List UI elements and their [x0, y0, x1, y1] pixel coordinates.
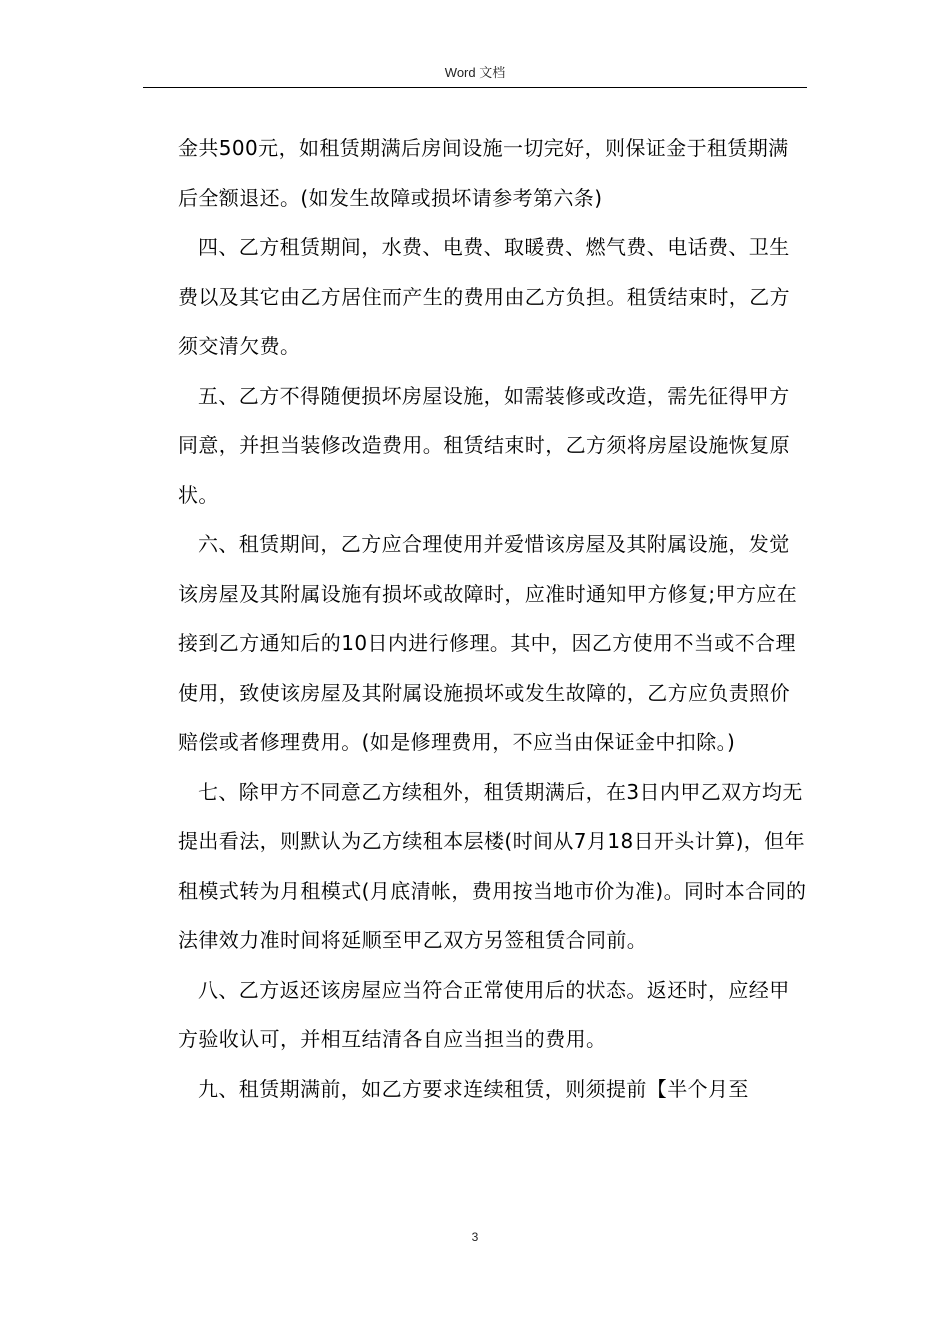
header-divider [143, 87, 807, 88]
paragraph-clause-8: 八、乙方返还该房屋应当符合正常使用后的状态。返还时，应经甲方验收认可，并相互结清各自应当担当的费用。 [178, 977, 790, 1051]
paragraph-clause-5: 五、乙方不得随便损坏房屋设施，如需装修或改造，需先征得甲方同意，并担当装修改造费用。租赁结束时，乙方须将房屋设施恢复原状。 [178, 383, 790, 507]
paragraph-clause-7: 七、除甲方不同意乙方续租外，租赁期满后，在3日内甲乙双方均无提出看法，则默认为乙方续租本层楼(时间从7月18日开头计算)，但年租模式转为月租模式(月底清帐，费用按当地市价为准)。同时本合同的法律效力准时间将延顺至甲乙双方另签租赁合同前。 [178, 779, 807, 952]
document-body [178, 124, 808, 1114]
paragraph-deposit-continued: 金共500元，如租赁期满后房间设施一切完好，则保证金于租赁期满后全额退还。(如发生故障或损坏请参考第六条) [178, 136, 789, 210]
paragraph-clause-6: 六、租赁期间，乙方应合理使用并爱惜该房屋及其附属设施，发觉该房屋及其附属设施有损坏或故障时，应准时通知甲方修复;甲方应在接到乙方通知后的10日内进行修理。其中，因乙方使用不当或不合理使用，致使该房屋及其附属设施损坏或发生故障的，乙方应负责照价赔偿或者修理费用。(如是修理费用，不应当由保证金中扣除。) [178, 532, 798, 754]
paragraph-clause-4: 四、乙方租赁期间，水费、电费、取暖费、燃气费、电话费、卫生费以及其它由乙方居住而产生的费用由乙方负担。租赁结束时，乙方须交清欠费。 [178, 235, 790, 358]
paragraph-clause-9: 九、租赁期满前，如乙方要求连续租赁，则须提前【半个月至 [198, 1076, 749, 1101]
page-header: Word 文档 [444, 65, 506, 80]
page-number: 3 [471, 1230, 479, 1244]
